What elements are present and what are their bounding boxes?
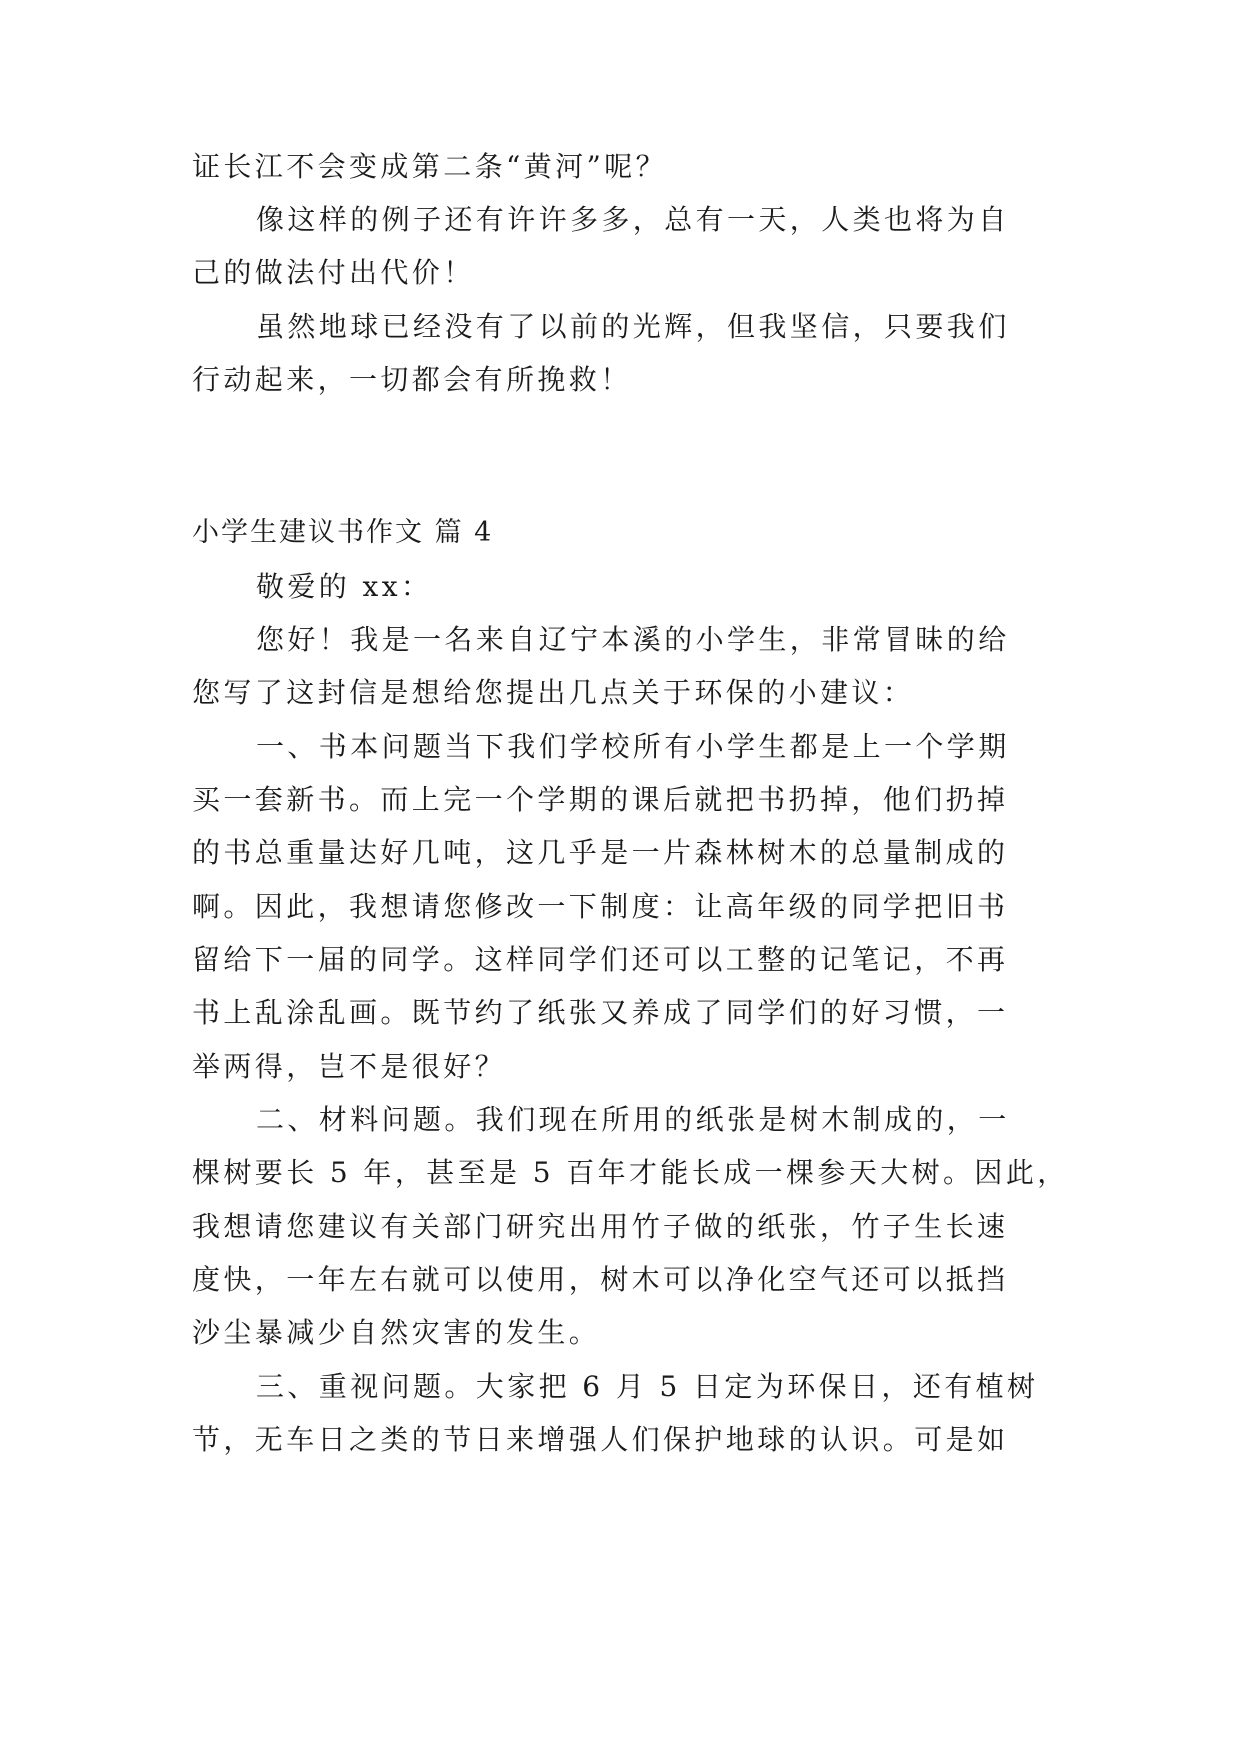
text-line: 己的做法付出代价！ [192, 256, 475, 289]
text-line: 留给下一届的同学。这样同学们还可以工整的记笔记，不再 [192, 943, 1009, 976]
section-heading: 小学生建议书作文 篇 4 [192, 517, 494, 548]
text-line: 度快，一年左右就可以使用，树木可以净化空气还可以抵挡 [192, 1263, 1009, 1296]
text-line: 您写了这封信是想给您提出几点关于环保的小建议： [192, 676, 915, 709]
text-line: 沙尘暴减少自然灾害的发生。 [192, 1316, 601, 1349]
text-line: 您好！我是一名来自辽宁本溪的小学生，非常冒昧的给 [256, 623, 1010, 656]
text-line: 虽然地球已经没有了以前的光辉，但我坚信，只要我们 [256, 310, 1010, 343]
text-line: 举两得，岂不是很好？ [192, 1050, 507, 1083]
text-line: 我想请您建议有关部门研究出用竹子做的纸张，竹子生长速 [192, 1210, 1009, 1243]
text-line: 书上乱涂乱画。既节约了纸张又养成了同学们的好习惯，一 [192, 996, 1009, 1029]
text-line: 的书总重量达好几吨，这几乎是一片森林树木的总量制成的 [192, 836, 1009, 869]
text-line: 证长江不会变成第二条“黄河”呢？ [192, 150, 668, 183]
text-line: 三、重视问题。大家把 6 月 5 日定为环保日，还有植树 [256, 1370, 1039, 1403]
text-line: 一、书本问题当下我们学校所有小学生都是上一个学期 [256, 730, 1010, 763]
text-line: 节，无车日之类的节日来增强人们保护地球的认识。可是如 [192, 1423, 1009, 1456]
text-line: 二、材料问题。我们现在所用的纸张是树木制成的，一 [256, 1103, 1010, 1136]
text-line: 行动起来，一切都会有所挽救！ [192, 363, 632, 396]
text-line: 啊。因此，我想请您修改一下制度：让高年级的同学把旧书 [192, 890, 1009, 923]
salutation: 敬爱的 xx： [256, 570, 433, 603]
text-line: 像这样的例子还有许许多多，总有一天，人类也将为自 [256, 203, 1010, 236]
text-line: 棵树要长 5 年，甚至是 5 百年才能长成一棵参天大树。因此， [192, 1156, 1069, 1189]
text-line: 买一套新书。而上完一个学期的课后就把书扔掉，他们扔掉 [192, 783, 1009, 816]
